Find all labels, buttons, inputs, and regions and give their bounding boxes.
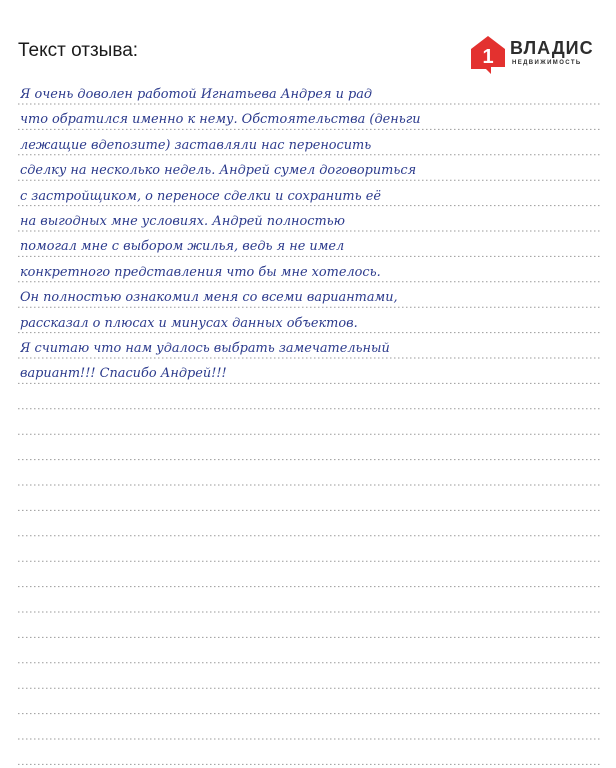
svg-text:1: 1 (482, 46, 494, 68)
handwritten-review (20, 82, 604, 387)
page-title: Текст отзыва: (18, 40, 139, 61)
review-line: на выгодных мне условиях. Андрей полностью (20, 213, 345, 229)
review-line: помогал мне с выбором жилья, ведь я не имел (20, 239, 345, 255)
review-line: сделку на несколько недель. Андрей сумел договориться (20, 163, 417, 179)
review-line: Он полностью ознакомил меня со всеми вариантами, (20, 290, 398, 306)
review-line: Я очень доволен работой Игнатьева Андрея и рад (20, 87, 373, 102)
review-line: что обратился именно к нему. Обстоятельства (деньги (20, 112, 421, 128)
review-line: с застройщиком, о переносе сделки и сохранить её (20, 188, 381, 204)
review-line: конкретного представления что бы мне хотелось. (20, 264, 381, 280)
review-line: вариант!!! Спасибо Андрей!!! (20, 366, 227, 382)
review-line: рассказал о плюсах и минусах данных объектов. (20, 315, 358, 331)
logo-subtitle: НЕДВИЖИМОСТЬ (512, 60, 582, 66)
logo-brand: ВЛАДИС (510, 38, 594, 58)
review-line: Я считаю что нам удалось выбрать замечательный (20, 340, 390, 356)
review-line: лежащие вдепозите) заставляли нас переносить (20, 137, 372, 153)
